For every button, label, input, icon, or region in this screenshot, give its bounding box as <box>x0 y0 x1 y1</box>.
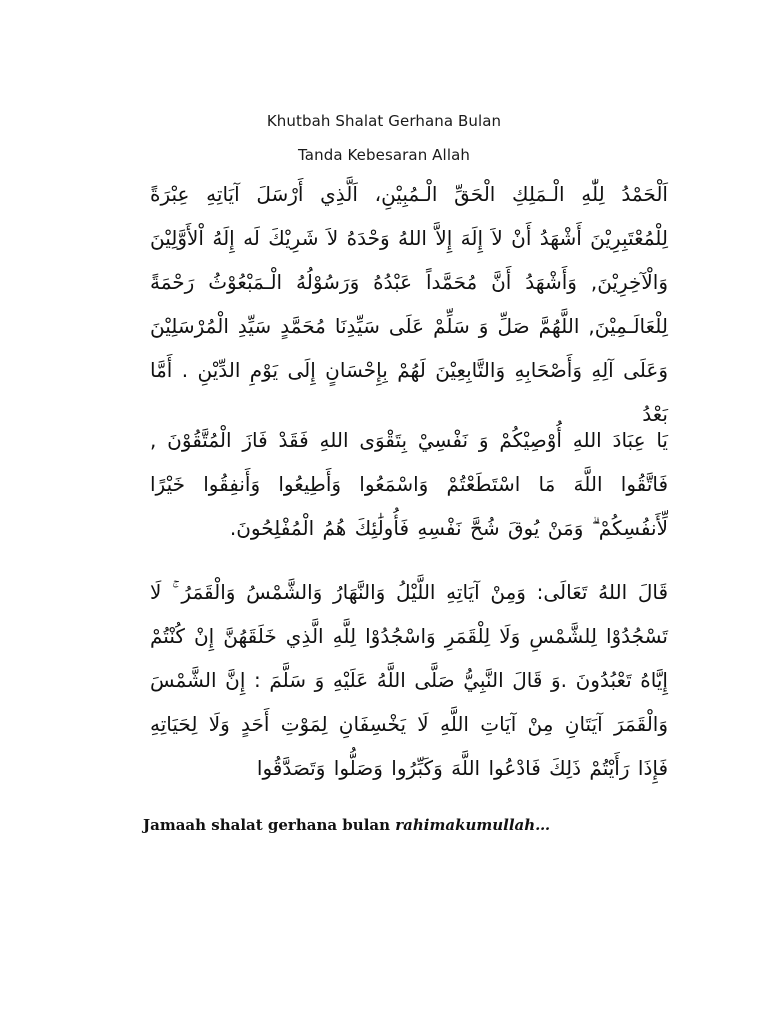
arabic-paragraph-dalil: قَالَ اللهُ تَعَالَى: وَمِنْ آيَاتِهِ اللَّيْلُ وَالنَّهَارُ وَالشَّمْسُ وَالْقَمَرُ ۚ لَا تَسْجُدُوْا لِلشَّمْسِ وَلَا لِلْقَمَرِ وَاسْجُدُوْا لِلَّهِ الَّذِي خَلَقَهُنَّ إِنْ كُنْتُمْ إِيَّاهُ تَعْبُدُونَ .وَ قَالَ النَّبِيُّ صَلَّى اللَّهُ عَلَيْهِ وَ سَلَّمَ : إِنَّ الشَّمْسَ وَالْقَمَرَ آيَتَانِ مِنْ آيَاتِ اللَّهِ لَا يَخْسِفَانِ لِمَوْتِ أَحَدٍ وَلَا لِحَيَاتِهِ فَإِذَا رَأَيْتُمْ ذَلِكَ فَادْعُوا اللَّهَ وَكَبِّرُوا وَصَلُّوا وَتَصَدَّقُوا <box>150 580 668 780</box>
arabic-paragraph-opening: اَلْحَمْدُ لِلّٰهِ الْـمَلِكِ الْحَقِّ الْـمُبِيْنِ، اَلَّذِي أَرْسَلَ آيَاتِهِ عِبْرَةً لِلْمُعْتَبِرِيْنَ أَشْهَدُ أَنْ لاَ إِلَهَ إِلاَّ اللهُ وَحْدَهُ لاَ شَرِيْكَ لَه إِلَهُ اْلأَوَّلِيْنَ وَالْآخِرِيْنَ, وَأَشْهَدُ أَنَّ مُحَمَّداً عَبْدُهُ وَرَسُوْلُهُ الْـمَبْعُوْثُ رَحْمَةً لِلْعَالَـمِيْنَ, اللَّهُمَّ صَلِّ وَ سَلِّمْ عَلَى سَيِّدِنَا مُحَمَّدٍ سَيِّدِ الْمُرْسَلِيْنَ وَعَلَى آلِهِ وَأَصْحَابِهِ وَالتَّابِعِيْنَ لَهُمْ بِإِحْسَانٍ إِلَى يَوْمِ الدِّيْنِ . أَمَّا بَعْدُ <box>150 182 668 426</box>
arabic-paragraph-wasiat: يَا عِبَادَ اللهِ أُوْصِيْكُمْ وَ نَفْسِيْ بِتَقْوَى اللهِ فَقَدْ فَازَ الْمُتَّقُوْنَ , فَاتَّقُوا اللَّهَ مَا اسْتَطَعْتُمْ وَاسْمَعُوا وَأَطِيعُوا وَأَنفِقُوا خَيْرًا لِّأَنفُسِكُمْ ۗ وَمَنْ يُوقَ شُحَّ نَفْسِهِ فَأُولَٰئِكَ هُمُ الْمُفْلِحُونَ. <box>150 428 668 540</box>
closing-line <box>143 816 703 834</box>
closing-italic: rahimakumullah… <box>395 816 551 834</box>
document-subtitle: Tanda Kebesaran Allah <box>298 146 470 164</box>
document-title: Khutbah Shalat Gerhana Bulan <box>266 112 502 130</box>
closing-text: Jamaah shalat gerhana bulan <box>143 816 396 834</box>
